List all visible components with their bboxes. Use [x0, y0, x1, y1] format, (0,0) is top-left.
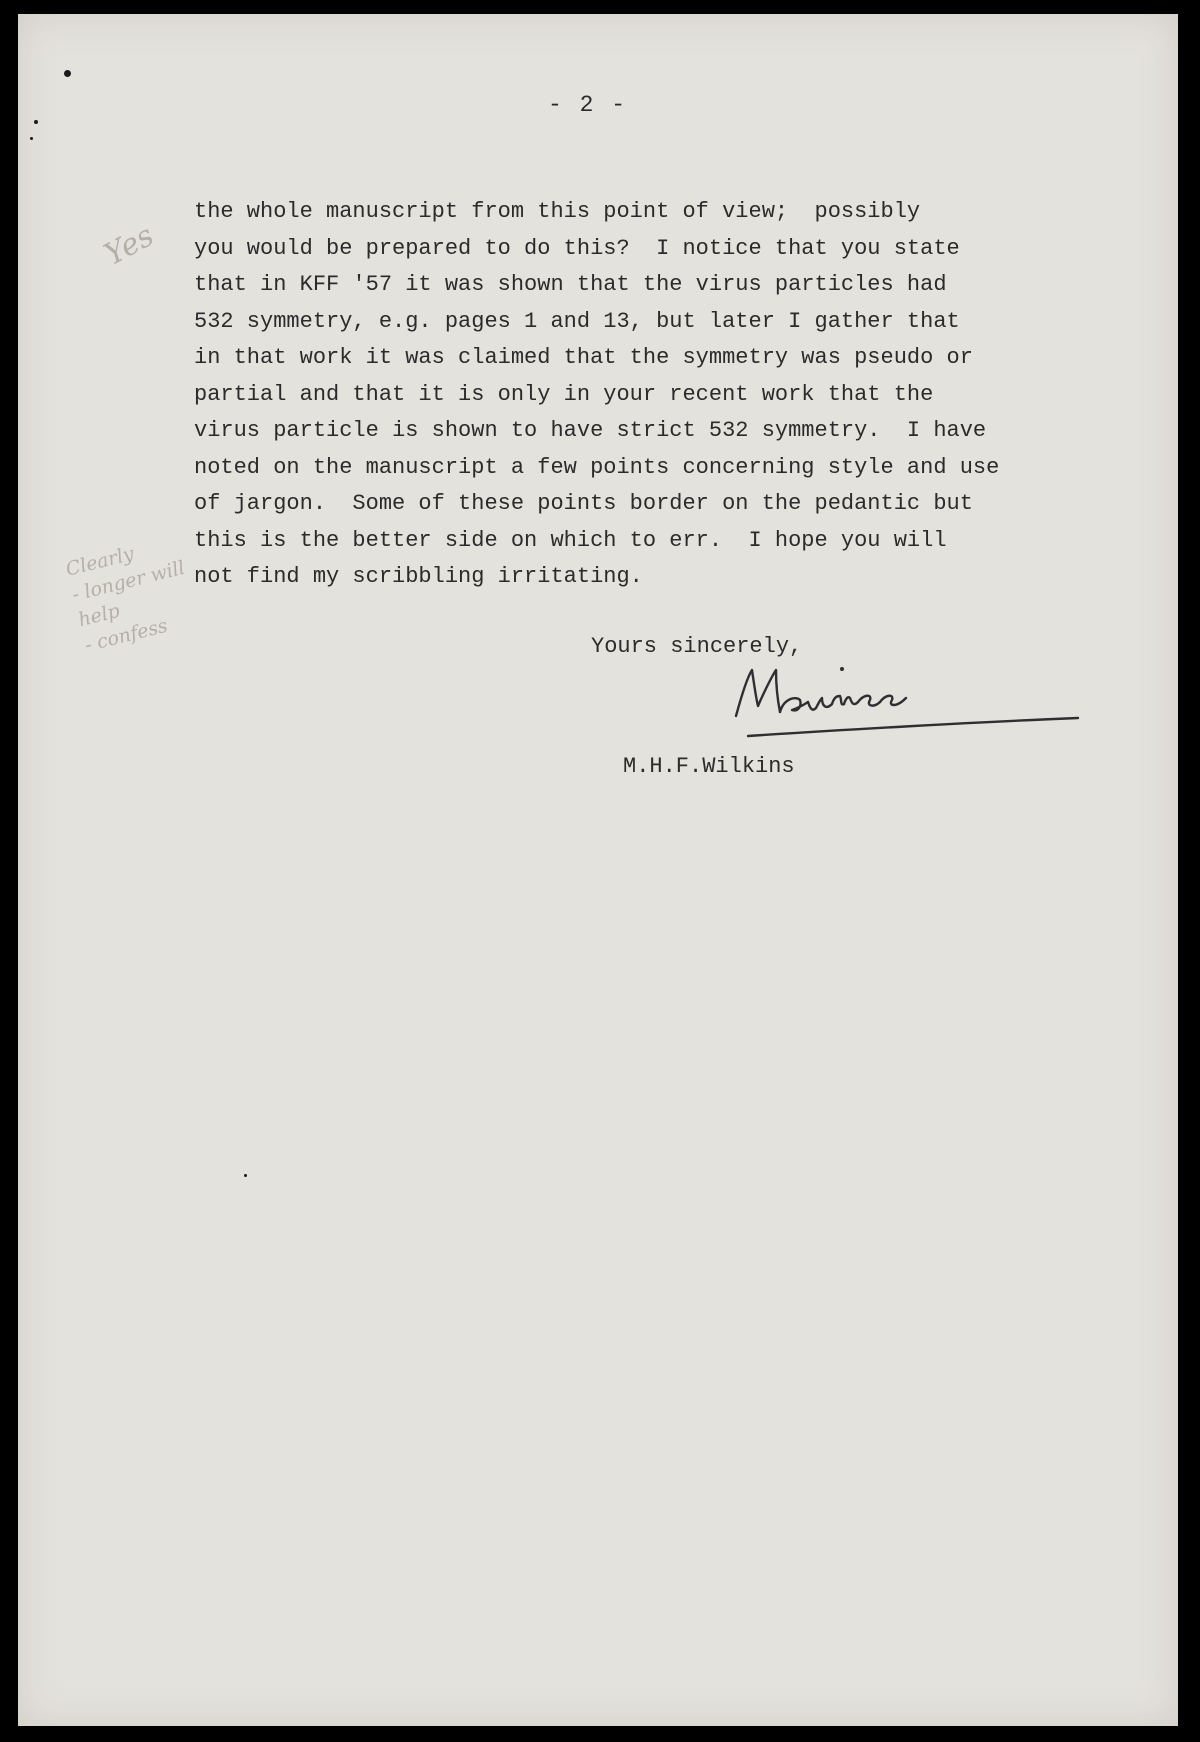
body-line: in that work it was claimed that the symmetry was pseudo or	[194, 345, 973, 370]
letter-body	[194, 194, 1154, 596]
body-line: noted on the manuscript a few points concerning style and use	[194, 454, 1000, 480]
body-line: you would be prepared to do this? I notice that you state	[194, 235, 960, 261]
letter-page	[18, 14, 1178, 1726]
typed-name: M.H.F.Wilkins	[623, 754, 795, 779]
paper-speck	[244, 1174, 247, 1177]
paper-speck	[64, 70, 71, 77]
body-line: not find my scribbling irritating.	[194, 564, 643, 589]
paper-speck	[30, 137, 33, 140]
body-line: the whole manuscript from this point of view; possibly	[194, 199, 921, 224]
body-line: partial and that it is only in your recent work that the	[194, 381, 934, 407]
closing-salutation: Yours sincerely,	[591, 634, 803, 659]
signature	[718, 654, 1098, 744]
paper-speck	[34, 120, 38, 124]
margin-note-yes: Yes	[98, 218, 160, 273]
body-line: virus particle is shown to have strict 532 symmetry. I have	[194, 418, 987, 443]
body-line: this is the better side on which to err. I hope you will	[194, 527, 947, 553]
margin-note-side: Clearly - longer will help - confess	[63, 542, 188, 657]
body-line: of jargon. Some of these points border on the pedantic but	[194, 491, 973, 516]
page-number: - 2 -	[548, 92, 628, 118]
body-line: that in KFF '57 it was shown that the virus particles had	[194, 272, 947, 297]
body-line: 532 symmetry, e.g. pages 1 and 13, but later I gather that	[194, 308, 960, 334]
